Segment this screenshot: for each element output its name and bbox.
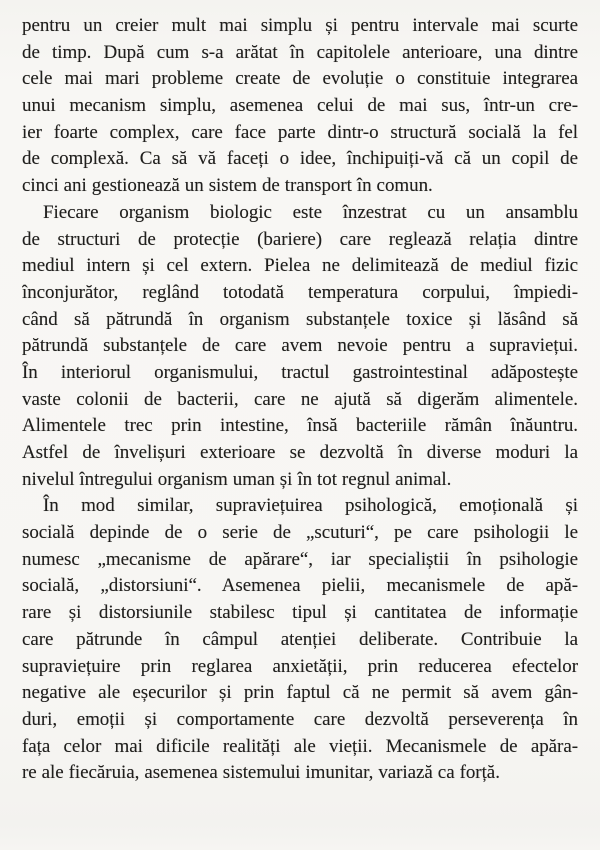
text-line: mediul intern și cel extern. Pielea ne delimitează de mediul fizic [22, 255, 578, 277]
text-line: de complexă. Ca să vă faceți o idee, închipuiți-vă că un copil de [22, 148, 578, 170]
text-line: numesc „mecanisme de apărare“, iar specialiștii în psihologie [22, 548, 578, 570]
paragraph [22, 13, 578, 200]
paragraph [22, 493, 578, 787]
text-line: socială, „distorsiuni“. Asemenea pielii, mecanismele de apă- [22, 575, 578, 597]
text-line: În mod similar, supraviețuirea psihologică, emoțională și [43, 495, 578, 517]
text-line: cele mai mari probleme create de evoluție o constituie integrarea [22, 68, 578, 90]
paragraph [22, 200, 578, 494]
text-line: Astfel de învelișuri exterioare se dezvoltă în diverse moduri la [22, 442, 578, 463]
text-line: supraviețuire prin reglarea anxietății, prin reducerea efectelor [22, 655, 578, 677]
text-line: În interiorul organismului, tractul gastrointestinal adăpostește [22, 361, 578, 383]
text-line: nivelul întregului organism uman și în tot regnul animal. [22, 468, 452, 490]
text-line: de timp. După cum s-a arătat în capitolele anterioare, una dintre [22, 41, 578, 63]
text-line: pentru un creier mult mai simplu și pentru intervale mai scurte [22, 15, 578, 36]
text-line: ier foarte complex, care face parte dintr-o structură socială la fel [22, 121, 578, 143]
text-line: care pătrunde în câmpul atenției deliberate. Contribuie la [22, 628, 578, 650]
text-line: vaste colonii de bacterii, care ne ajută să digerăm alimentele. [22, 388, 578, 410]
page-text [22, 13, 578, 787]
text-line: de structuri de protecție (bariere) care reglează relația dintre [22, 228, 578, 250]
text-line: unui mecanism simplu, asemenea celui de mai sus, într-un cre- [22, 95, 578, 117]
text-line: pătrundă substanțele de care avem nevoie pentru a supraviețui. [22, 335, 578, 357]
text-line: înconjurător, reglând totodată temperatura corpului, împiedi- [22, 281, 578, 303]
text-line: socială depinde de o serie de „scuturi“, pe care psihologii le [22, 522, 578, 544]
text-line: re ale fiecăruia, asemenea sistemului imunitar, variază ca forță. [22, 762, 500, 784]
text-line: cinci ani gestionează un sistem de transport în comun. [22, 175, 433, 197]
text-line: Fiecare organism biologic este înzestrat cu un ansamblu [43, 201, 578, 223]
text-line: negative ale eșecurilor și prin faptul că ne permit să avem gân- [22, 682, 578, 704]
text-line: fața celor mai dificile realități ale vieții. Mecanismele de apăra- [22, 735, 578, 757]
text-line: când să pătrundă în organism substanțele toxice și lăsând să [22, 308, 578, 330]
text-line: duri, emoții și comportamente care dezvoltă perseverența în [22, 708, 578, 730]
text-line: Alimentele trec prin intestine, însă bacteriile rămân înăuntru. [22, 415, 578, 437]
text-line: rare și distorsiunile stabilesc tipul și cantitatea de informație [22, 602, 578, 624]
